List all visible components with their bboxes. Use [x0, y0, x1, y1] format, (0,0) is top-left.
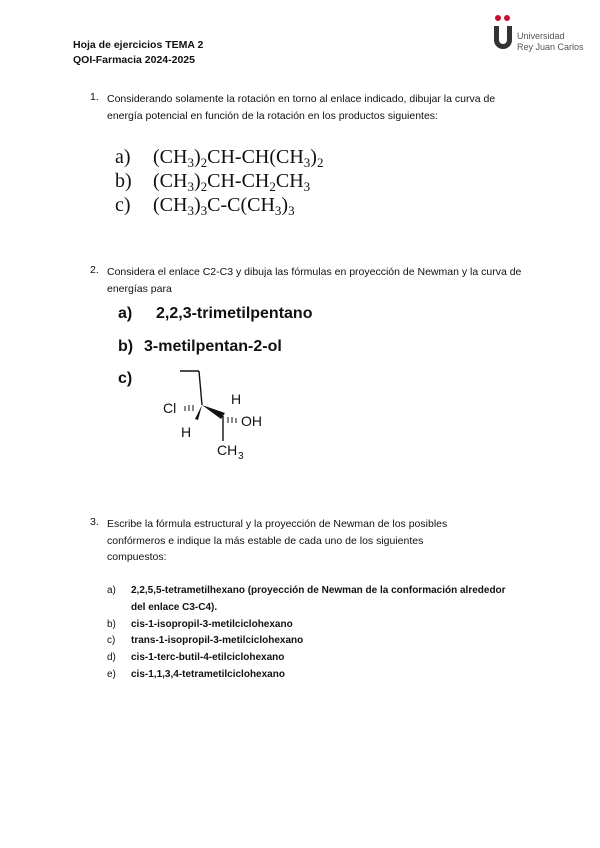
q3-text: Escribe la fórmula estructural y la proyección de Newman de los posibles confórmeros e indique la más estable de cada uno de los siguientes compuestos: [107, 518, 448, 563]
struct-ch3-label: CH [217, 442, 238, 458]
q3-item-c: c) trans-1-isopropil-3-metilciclohexano [107, 635, 304, 647]
q1-text: Considerando solamente la rotación en torno al enlace indicado, dibujar la curva de energía potencial en función de la rotación en los productos siguientes: [107, 93, 496, 122]
q3-item-list [107, 583, 517, 684]
q1-formula-list [115, 146, 323, 218]
q2-text: Considera el enlace C2-C3 y dibuja las fórmulas en proyección de Newman y la curva de energías para [107, 266, 522, 295]
logo-text-line2: Rey Juan Carlos [517, 42, 584, 52]
q2-number: 2. [90, 264, 99, 276]
q3-item-d: d) cis-1-terc-butil-4-etilciclohexano [107, 652, 285, 664]
q2-item-c-label: c) [118, 370, 133, 387]
q2-item-a: a) 2,2,3-trimetilpentano [118, 305, 313, 322]
q3-item-e: e) cis-1,1,3,4-tetrametilciclohexano [107, 668, 285, 680]
q3-item-a: a) 2,2,5,5-tetrametilhexano (proyección de Newman de la conformación alrededor del enlace C3-C4). [107, 585, 506, 613]
struct-oh-label: OH [241, 413, 262, 429]
q2-structure-diagram [150, 365, 280, 465]
q2-item-b: b) 3-metilpentan-2-ol [118, 338, 282, 355]
q1-formula-b: b) $(CH_3)_2CH-CH_2CH_3$ [115, 170, 311, 194]
university-logo [492, 14, 592, 54]
header-title: Hoja de ejercicios TEMA 2 [73, 39, 204, 51]
struct-h1-label: H [181, 424, 192, 440]
urjc-logo-icon [492, 14, 514, 52]
q3-number: 3. [90, 516, 99, 528]
q3-item-b: b) cis-1-isopropil-3-metilciclohexano [107, 618, 293, 630]
q1-formula-a: a) $(CH_3)_2CH-CH(CH_3)_2$ [115, 146, 324, 170]
struct-h2-label: H [231, 391, 242, 407]
q1-formula-c: c) $(CH_3)_3C-C(CH_3)_3$ [115, 194, 295, 218]
header-course: QOI-Farmacia 2024-2025 [73, 54, 195, 66]
struct-cl-label: Cl [163, 400, 177, 416]
struct-ch3-sub: 3 [238, 451, 244, 462]
q1-number: 1. [90, 91, 99, 103]
logo-text-line1: Universidad [517, 31, 565, 41]
